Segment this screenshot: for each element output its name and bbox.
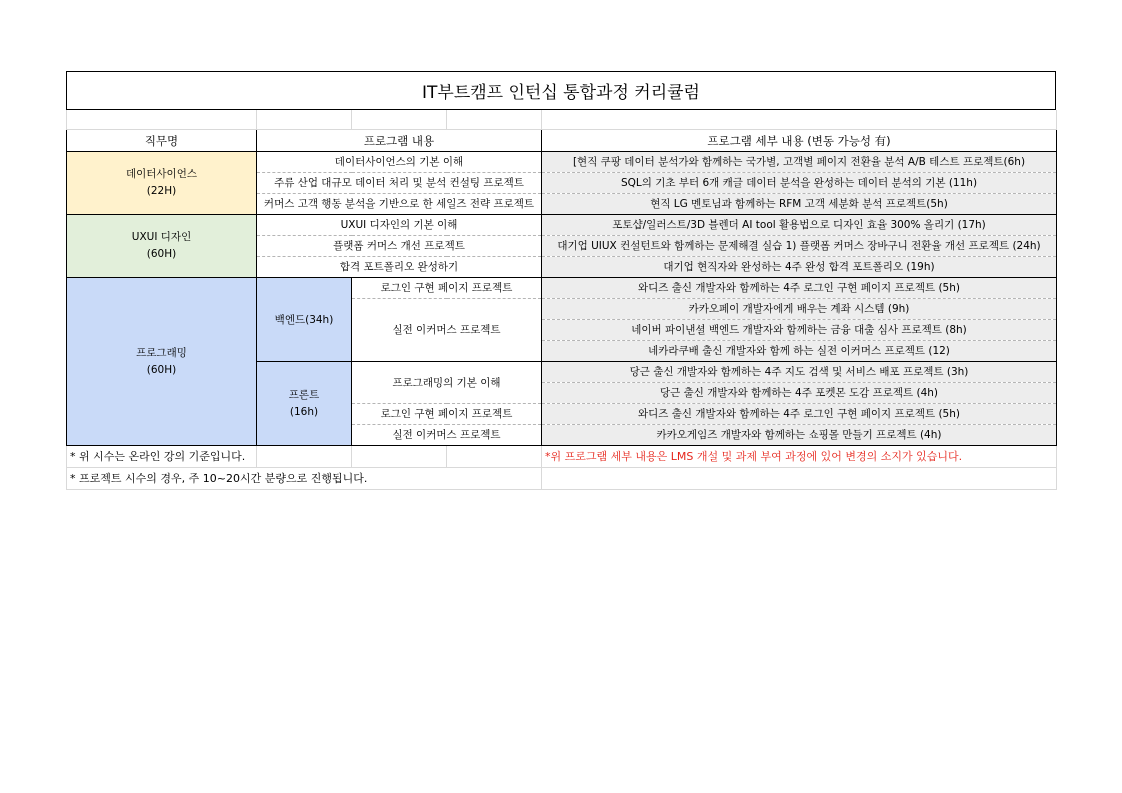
program-cell: 데이터사이언스의 기본 이해 [257, 152, 542, 173]
header-row [67, 130, 1057, 152]
detail-cell: 포토샵/일러스트/3D 블렌더 AI tool 활용법으로 디자인 효율 300% 올리기 (17h) [542, 215, 1057, 236]
detail-cell: 와디즈 출신 개발자와 함께하는 4주 로그인 구현 페이지 프로젝트 (5h) [542, 404, 1057, 425]
program-cell: UXUI 디자인의 기본 이해 [257, 215, 542, 236]
table-row [67, 215, 1057, 236]
track-name: 프론트 [288, 388, 320, 401]
job-data-science [67, 152, 257, 215]
job-hours: (22H) [146, 185, 177, 197]
program-cell: 프로그래밍의 기본 이해 [352, 362, 542, 404]
sheet-title: IT부트캠프 인턴십 통합과정 커리큘럼 [66, 71, 1056, 110]
detail-cell: 대기업 현직자와 완성하는 4주 완성 합격 포트폴리오 (19h) [542, 257, 1057, 278]
program-cell: 합격 포트폴리오 완성하기 [257, 257, 542, 278]
note-row [67, 446, 1057, 468]
detail-cell: SQL의 기초 부터 6개 캐글 데이터 분석을 완성하는 데이터 분석의 기본 (11h) [542, 173, 1057, 194]
note-row [67, 468, 1057, 490]
curriculum-sheet [66, 71, 1056, 490]
track-hours: (16h) [289, 405, 319, 418]
job-name: 데이터사이언스 [125, 168, 197, 180]
job-uxui [67, 215, 257, 278]
detail-cell: 당근 출신 개발자와 함께하는 4주 지도 검색 및 서비스 배포 프로젝트 (3h) [542, 362, 1057, 383]
job-hours: (60H) [146, 248, 177, 260]
detail-cell: 카카오게임즈 개발자와 함께하는 쇼핑몰 만들기 프로젝트 (4h) [542, 425, 1057, 446]
program-cell: 플랫폼 커머스 개선 프로젝트 [257, 236, 542, 257]
program-cell: 커머스 고객 행동 분석을 기반으로 한 세일즈 전략 프로젝트 [257, 194, 542, 215]
job-name: 프로그래밍 [136, 346, 187, 359]
header-program: 프로그램 내용 [257, 130, 542, 152]
spacer-row [67, 110, 1057, 130]
detail-cell: 네이버 파이낸셜 백엔드 개발자와 함께하는 금융 대출 심사 프로젝트 (8h) [542, 320, 1057, 341]
project-note: * 프로젝트 시수의 경우, 주 10~20시간 분량으로 진행됩니다. [67, 468, 542, 490]
track-backend: 백엔드(34h) [257, 278, 352, 362]
hours-note: * 위 시수는 온라인 강의 기준입니다. [67, 446, 257, 468]
header-detail: 프로그램 세부 내용 (변동 가능성 有) [542, 130, 1057, 152]
track-frontend [257, 362, 352, 446]
job-hours: (60H) [146, 363, 177, 376]
program-cell: 로그인 구현 페이지 프로젝트 [352, 404, 542, 425]
detail-cell: 와디즈 출신 개발자와 함께하는 4주 로그인 구현 페이지 프로젝트 (5h) [542, 278, 1057, 299]
curriculum-table [66, 110, 1057, 490]
detail-cell: [현직 쿠팡 데이터 분석가와 함께하는 국가별, 고객별 페이지 전환율 분석 A/B 테스트 프로젝트(6h) [542, 152, 1057, 173]
program-cell: 주류 산업 대규모 데이터 처리 및 분석 컨설팅 프로젝트 [257, 173, 542, 194]
program-cell: 로그인 구현 페이지 프로젝트 [352, 278, 542, 299]
detail-cell: 네카라쿠배 출신 개발자와 함께 하는 실전 이커머스 프로젝트 (12) [542, 341, 1057, 362]
detail-cell: 대기업 UIUX 컨설턴트와 함께하는 문제해결 실습 1) 플랫폼 커머스 장바구니 전환율 개선 프로젝트 (24h) [542, 236, 1057, 257]
detail-cell: 현직 LG 멘토님과 함께하는 RFM 고객 세분화 분석 프로젝트(5h) [542, 194, 1057, 215]
header-job: 직무명 [67, 130, 257, 152]
program-cell: 실전 이커머스 프로젝트 [352, 425, 542, 446]
change-note: *위 프로그램 세부 내용은 LMS 개설 및 과제 부여 과정에 있어 변경의 소지가 있습니다. [542, 446, 1057, 468]
table-row [67, 152, 1057, 173]
table-row [67, 278, 1057, 299]
job-programming [67, 278, 257, 446]
detail-cell: 당근 출신 개발자와 함께하는 4주 포켓몬 도감 프로젝트 (4h) [542, 383, 1057, 404]
program-cell: 실전 이커머스 프로젝트 [352, 299, 542, 362]
detail-cell: 카카오페이 개발자에게 배우는 계좌 시스템 (9h) [542, 299, 1057, 320]
job-name: UXUI 디자인 [131, 231, 192, 243]
